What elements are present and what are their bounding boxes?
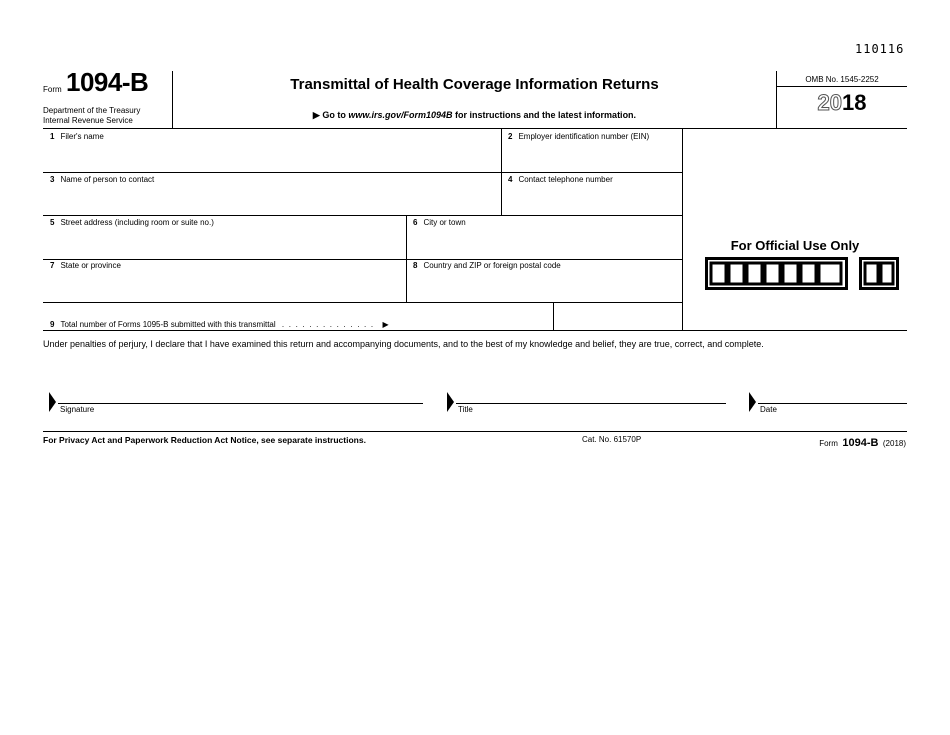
- irs-url-link[interactable]: www.irs.gov/Form1094B: [348, 110, 453, 120]
- tax-year-bold: 18: [842, 90, 867, 115]
- footer-form-year: (2018): [882, 439, 906, 448]
- title-field[interactable]: [456, 385, 726, 403]
- country-zip-field[interactable]: [407, 270, 682, 302]
- signature-line: [58, 403, 423, 404]
- official-use-boxes: [705, 257, 900, 290]
- date-field[interactable]: [758, 385, 907, 403]
- total-forms-field[interactable]: [554, 303, 682, 330]
- field-6-label: 6 City or town: [413, 218, 466, 227]
- form-number: 1094-B: [66, 67, 149, 97]
- field-5-label: 5 Street address (including room or suite no.): [50, 218, 214, 227]
- field-3-label: 3 Name of person to contact: [50, 175, 155, 184]
- date-arrow-icon: [749, 392, 756, 412]
- field-8-label: 8 Country and ZIP or foreign postal code: [413, 261, 561, 270]
- rule-row3: [43, 259, 683, 260]
- state-field[interactable]: [43, 270, 406, 302]
- privacy-notice: For Privacy Act and Paperwork Reduction Act Notice, see separate instructions.: [43, 435, 366, 445]
- rule-row2: [43, 215, 683, 216]
- rule-top: [43, 128, 907, 129]
- omb-divider: [777, 86, 907, 87]
- agency-line2: Internal Revenue Service: [43, 116, 133, 125]
- catalog-number: Cat. No. 61570P: [582, 435, 642, 444]
- title-arrow-icon: [447, 392, 454, 412]
- signature-field[interactable]: [58, 385, 423, 403]
- contact-name-field[interactable]: [43, 184, 501, 215]
- field-4-label: 4 Contact telephone number: [508, 175, 613, 184]
- form-id-code: 110116: [855, 42, 905, 56]
- official-use-label: For Official Use Only: [730, 238, 860, 253]
- arrow-icon-goto: ▶ Go to: [312, 110, 349, 120]
- field-1-label: 1 Filer's name: [50, 132, 104, 141]
- city-field[interactable]: [407, 227, 682, 259]
- footer-form-id: [760, 433, 906, 451]
- instructions-line: [173, 110, 776, 121]
- perjury-statement: Under penalties of perjury, I declare that I have examined this return and accompanying documents, and to the best of my knowledge and belief, they are true, correct, and complete.: [43, 339, 764, 349]
- field-7-label: 7 State or province: [50, 261, 121, 270]
- ein-field[interactable]: [502, 140, 682, 172]
- leader-dots: . . . . . . . . . . . . . .: [281, 320, 375, 329]
- tax-year: [777, 90, 907, 116]
- rule-row5: [43, 330, 907, 331]
- footer-form-number: 1094-B: [842, 437, 879, 449]
- filer-name-field[interactable]: [43, 140, 501, 172]
- street-address-field[interactable]: [43, 227, 406, 259]
- signature-arrow-icon: [49, 392, 56, 412]
- footer-rule: [43, 431, 907, 432]
- date-line: [758, 403, 907, 404]
- arrow-icon-total: ▶: [382, 320, 389, 329]
- footer-form-prefix: Form: [819, 439, 838, 448]
- page-title: Transmittal of Health Coverage Information Returns: [290, 76, 659, 93]
- field-9-label: 9 Total number of Forms 1095-B submitted with this transmittal . . . . . . . . . . . . . . ▶: [50, 320, 389, 329]
- agency-line1: Department of the Treasury: [43, 106, 141, 115]
- col-official-divider: [682, 128, 683, 330]
- title-label: Title: [458, 405, 473, 414]
- date-label: Date: [760, 405, 777, 414]
- contact-phone-field[interactable]: [502, 184, 682, 215]
- title-line: [456, 403, 726, 404]
- rule-row1: [43, 172, 683, 173]
- omb-number: OMB No. 1545-2252: [805, 75, 879, 84]
- signature-label: Signature: [60, 405, 95, 414]
- official-use-box-graphic: [705, 257, 900, 290]
- field-2-label: 2 Employer identification number (EIN): [508, 132, 650, 141]
- goto-suffix: for instructions and the latest information.: [452, 110, 637, 120]
- tax-year-outline: 20: [817, 90, 842, 115]
- form-prefix: Form: [43, 85, 62, 94]
